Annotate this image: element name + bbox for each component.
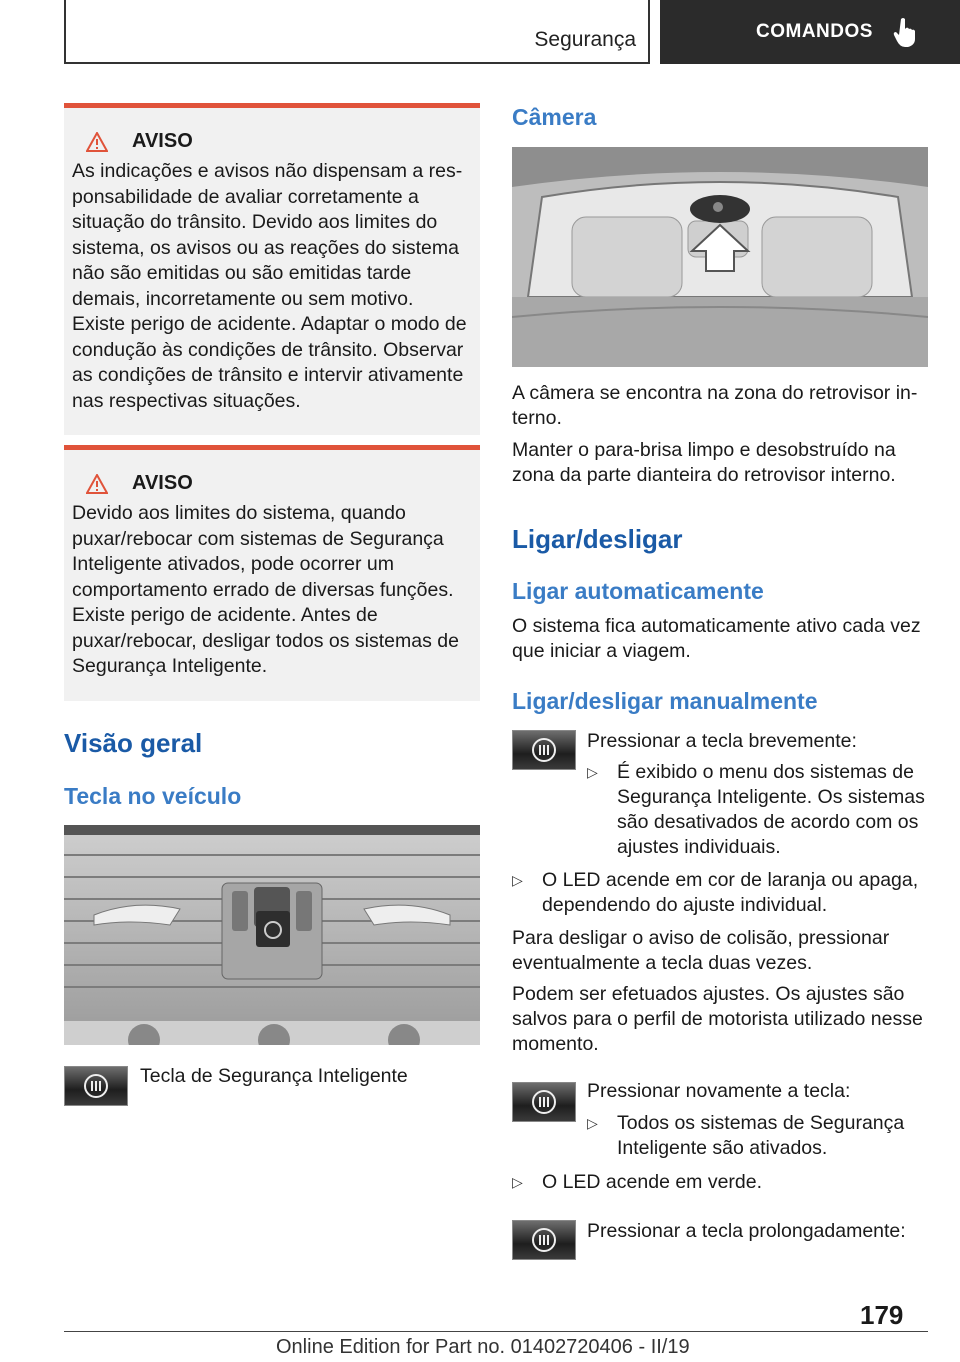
bullet-triangle-icon: ▷: [587, 1115, 598, 1131]
footer-edition: Online Edition for Part no. 01402720406 - II/19: [276, 1336, 690, 1358]
dashboard-photo: [64, 825, 480, 1045]
warning-box-1: [64, 103, 480, 435]
bullet-triangle-icon: ▷: [512, 1174, 523, 1190]
safety-key-symbol: [64, 1066, 128, 1106]
safety-key-symbol: [512, 1220, 576, 1260]
heading-camera: Câmera: [512, 104, 597, 130]
list-item: ▷ O LED acende em cor de laranja ou apaga, dependendo do ajuste individual.: [512, 869, 919, 916]
pointing-hand-icon: [893, 17, 917, 47]
step-press-long: Pressionar a tecla prolongadamente:: [587, 1220, 906, 1242]
page-number: 179: [860, 1300, 904, 1330]
heading-auto-on: Ligar automaticamente: [512, 578, 764, 604]
warning-text: Devido aos limites do sistema, quando puxar/rebocar com sistemas de Segurança Inteligente ativados, pode ocorrer um comportamento errado de diversas funções. Existe perigo de acidente. Antes de puxar/rebocar, desligar todos os sistemas de Segurança Inteligente.: [72, 502, 459, 677]
safety-key-symbol: [512, 730, 576, 770]
bullet-triangle-icon: ▷: [587, 764, 598, 780]
warning-triangle-icon: [86, 474, 108, 494]
safety-button-icon: [531, 1227, 557, 1253]
safety-button-icon: [531, 737, 557, 763]
header-bottom-rule: [64, 62, 650, 64]
camera-care-text: Manter o para-brisa limpo e desobstruído na zona da parte dianteira do retrovisor interno.: [512, 439, 896, 486]
bullet-triangle-icon: ▷: [512, 872, 523, 888]
collision-warning-text: Para desligar o aviso de colisão, pressionar eventualmente a tecla duas vezes.: [512, 927, 890, 974]
list-item: ▷ O LED acende em verde.: [512, 1171, 763, 1193]
header-section: Segurança: [534, 28, 636, 51]
step-press-again: Pressionar novamente a tecla:: [587, 1080, 851, 1102]
warning-box-2: [64, 445, 480, 701]
list-item: ▷ Todos os sistemas de Segurança Inteligente são ativados.: [587, 1112, 905, 1159]
warning-title: AVISO: [132, 472, 193, 494]
warning-text: As indicações e avisos não dispensam a responsabilidade de avaliar corretamente a situação do trânsito. Devido aos limites do sistema, os avisos ou as reações do sistema não são emitidas ou são emitidas tarde demais, incorretamente ou sem motivo. Existe perigo de acidente. Adaptar o modo de condução às condições de trânsito. Observar as condições de trânsito e intervir ativamente nas respectivas situações.: [72, 160, 467, 412]
heading-on-off: Ligar/desligar: [512, 524, 683, 554]
header-chapter-label: COMANDOS: [756, 21, 873, 42]
safety-key-symbol: [512, 1082, 576, 1122]
camera-location-text: A câmera se encontra na zona do retrovisor interno.: [512, 382, 918, 429]
heading-vehicle-button: Tecla no veículo: [64, 783, 242, 809]
header-left-rule: [64, 0, 66, 64]
header-separator: [648, 0, 650, 64]
settings-text: Podem ser efetuados ajustes. Os ajustes são salvos para o perfil de motorista utilizado nesse momento.: [512, 983, 923, 1055]
heading-overview: Visão geral: [64, 728, 203, 758]
list-item: ▷ É exibido o menu dos sistemas de Segurança Inteligente. Os sistemas são desativados de acordo com os ajustes individuais.: [587, 761, 925, 858]
safety-button-icon: [83, 1073, 109, 1099]
key-caption: Tecla de Segurança Inteligente: [140, 1065, 408, 1087]
warning-title: AVISO: [132, 130, 193, 152]
heading-manual-on-off: Ligar/desligar manualmente: [512, 688, 818, 714]
safety-button-icon: [531, 1089, 557, 1115]
warning-triangle-icon: [86, 132, 108, 152]
footer-rule: [64, 1331, 928, 1332]
auto-on-text: O sistema fica automaticamente ativo cada vez que iniciar a viagem.: [512, 615, 921, 662]
step-press-briefly: Pressionar a tecla brevemente:: [587, 730, 857, 752]
header-chapter-tab[interactable]: [660, 0, 960, 64]
camera-photo: [512, 147, 928, 367]
